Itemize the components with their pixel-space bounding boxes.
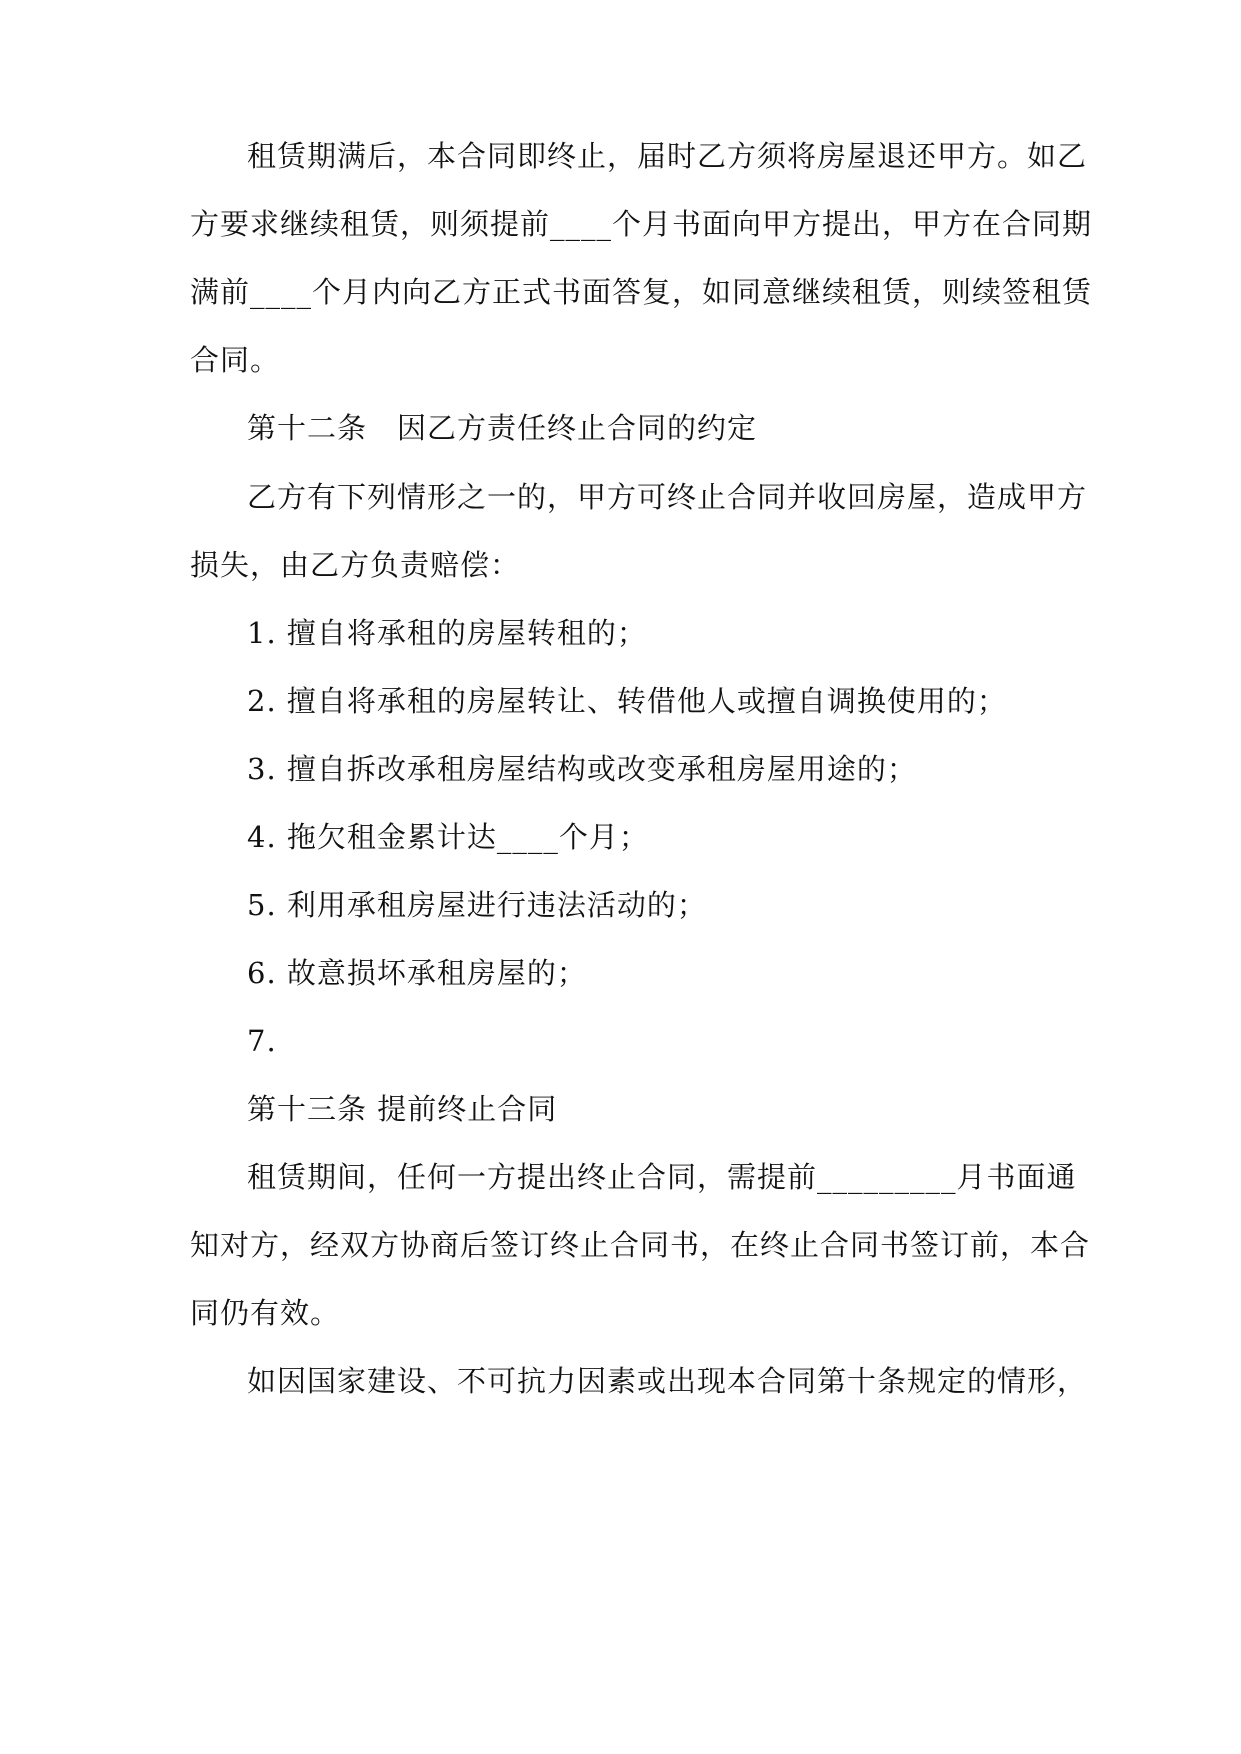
list-item: 1. 擅自将承租的房屋转租的； — [247, 616, 647, 650]
article13-heading: 第十三条 提前终止合同 — [247, 1092, 558, 1126]
list-item: 7. — [247, 1024, 277, 1058]
article13-para2-line1: 如因国家建设、不可抗力因素或出现本合同第十条规定的情形， — [247, 1364, 1088, 1398]
article13-para-line1: 租赁期间，任何一方提出终止合同，需提前_________月书面通 — [247, 1160, 1077, 1194]
list-item: 6. 故意损坏承租房屋的； — [247, 956, 587, 990]
para1-line1: 租赁期满后，本合同即终止，届时乙方须将房屋退还甲方。如乙 — [247, 139, 1088, 173]
list-item: 4. 拖欠租金累计达____个月； — [247, 820, 649, 854]
article13-para-line2: 知对方，经双方协商后签订终止合同书，在终止合同书签订前，本合 — [190, 1228, 1091, 1262]
para1-line3: 满前____个月内向乙方正式书面答复，如同意继续租赁，则续签租赁 — [190, 275, 1093, 309]
list-item: 3. 擅自拆改承租房屋结构或改变承租房屋用途的； — [247, 752, 917, 786]
list-item: 2. 擅自将承租的房屋转让、转借他人或擅自调换使用的； — [247, 684, 1007, 718]
article12-heading: 第十二条 因乙方责任终止合同的约定 — [247, 411, 758, 445]
para1-line2: 方要求继续租赁，则须提前____个月书面向甲方提出，甲方在合同期 — [190, 207, 1093, 241]
article13-para-line3: 同仍有效。 — [190, 1296, 341, 1330]
article12-intro-line1: 乙方有下列情形之一的，甲方可终止合同并收回房屋，造成甲方 — [247, 480, 1088, 514]
list-item: 5. 利用承租房屋进行违法活动的； — [247, 888, 707, 922]
article12-intro-line2: 损失，由乙方负责赔偿： — [190, 548, 521, 582]
para1-line4: 合同。 — [190, 343, 281, 377]
